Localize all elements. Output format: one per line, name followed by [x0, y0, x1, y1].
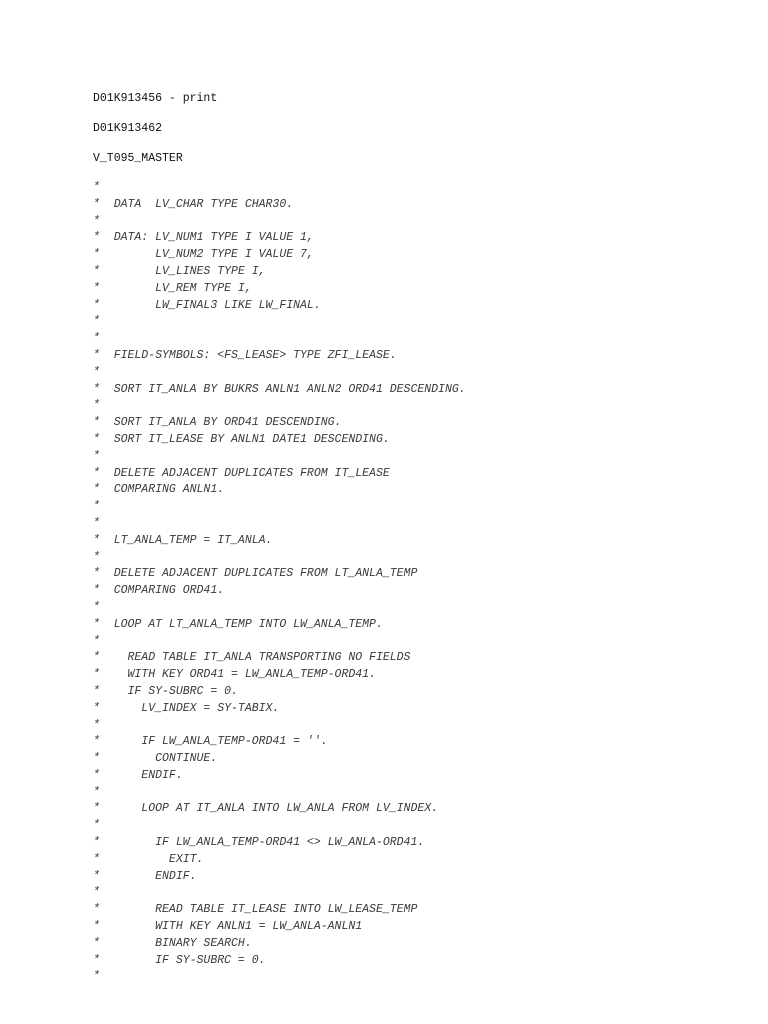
code-line: * [93, 819, 100, 833]
code-line: * [93, 785, 100, 799]
code-line: * WITH KEY ORD41 = LW_ANLA_TEMP-ORD41. [93, 668, 376, 682]
code-line: * [93, 181, 100, 194]
code-line: * IF SY-SUBRC = 0. [93, 684, 238, 698]
code-line: * IF LW_ANLA_TEMP-ORD41 <> LW_ANLA-ORD41. [93, 836, 425, 850]
transport-request: D01K913462 [93, 122, 163, 135]
code-line: * [93, 399, 100, 413]
code-line: * SORT IT_ANLA BY BUKRS ANLN1 ANLN2 ORD41 DESCENDING. [93, 382, 466, 396]
code-line: * [93, 886, 100, 900]
object-name: V_T095_MASTER [93, 152, 183, 165]
code-line: * ENDIF. [93, 869, 197, 883]
code-line: * DATA: LV_NUM1 TYPE I VALUE 1, [93, 231, 314, 245]
code-line: * [93, 214, 100, 228]
code-line: * FIELD-SYMBOLS: <FS_LEASE> TYPE ZFI_LEASE. [93, 348, 397, 362]
code-line: * [93, 718, 100, 732]
code-line: * READ TABLE IT_ANLA TRANSPORTING NO FIELDS [93, 651, 411, 665]
code-line: * IF SY-SUBRC = 0. [93, 953, 266, 967]
code-line: * LV_LINES TYPE I, [93, 264, 266, 278]
code-line: * [93, 550, 100, 564]
code-line: * LW_FINAL3 LIKE LW_FINAL. [93, 298, 321, 312]
code-line: * [93, 970, 100, 984]
code-line: * [93, 600, 100, 614]
code-line: * BINARY SEARCH. [93, 936, 252, 950]
code-line: * READ TABLE IT_LEASE INTO LW_LEASE_TEMP [93, 903, 418, 917]
code-line: * LV_NUM2 TYPE I VALUE 7, [93, 248, 314, 262]
code-line: * [93, 634, 100, 648]
code-line: * LOOP AT IT_ANLA INTO LW_ANLA FROM LV_INDEX. [93, 802, 439, 816]
code-line: * DELETE ADJACENT DUPLICATES FROM LT_ANLA_TEMP [93, 567, 418, 581]
code-line: * EXIT. [93, 852, 204, 866]
code-line: * LOOP AT LT_ANLA_TEMP INTO LW_ANLA_TEMP. [93, 617, 383, 631]
code-block [93, 180, 466, 986]
code-line: * [93, 365, 100, 379]
code-line: * [93, 500, 100, 514]
code-line: * CONTINUE. [93, 752, 218, 766]
code-line: * DELETE ADJACENT DUPLICATES FROM IT_LEASE [93, 466, 390, 480]
code-line: * [93, 315, 100, 329]
code-line: * COMPARING ANLN1. [93, 483, 225, 497]
code-line: * [93, 516, 100, 530]
code-line: * COMPARING ORD41. [93, 584, 225, 598]
code-line: * IF LW_ANLA_TEMP-ORD41 = ''. [93, 735, 328, 749]
transport-request-print: D01K913456 - print [93, 92, 218, 105]
code-line: * LT_ANLA_TEMP = IT_ANLA. [93, 533, 273, 547]
code-line: * SORT IT_ANLA BY ORD41 DESCENDING. [93, 416, 342, 430]
code-line: * LV_REM TYPE I, [93, 281, 252, 295]
code-line: * WITH KEY ANLN1 = LW_ANLA-ANLN1 [93, 920, 363, 934]
code-line: * LV_INDEX = SY-TABIX. [93, 701, 280, 715]
code-line: * [93, 332, 100, 346]
code-line: * [93, 449, 100, 463]
code-line: * SORT IT_LEASE BY ANLN1 DATE1 DESCENDING. [93, 432, 390, 446]
code-line: * DATA LV_CHAR TYPE CHAR30. [93, 197, 294, 211]
code-line: * ENDIF. [93, 768, 183, 782]
